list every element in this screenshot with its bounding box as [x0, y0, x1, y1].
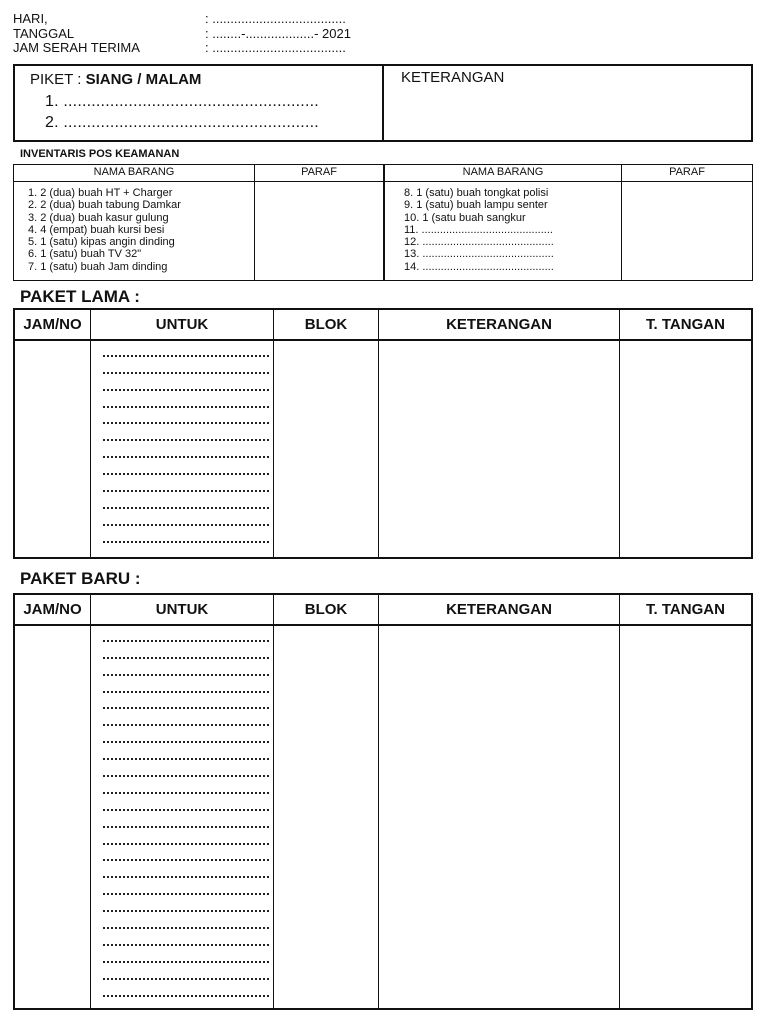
untuk-dotted-lines: [103, 343, 269, 546]
untuk-dotted-line[interactable]: [103, 932, 269, 949]
inv-col-paraf: PARAF: [669, 166, 705, 178]
inv-item: 4. 4 (empat) buah kursi besi: [28, 223, 165, 236]
inv-item: 6. 1 (satu) buah TV 32": [28, 248, 142, 261]
untuk-dotted-line[interactable]: [103, 729, 269, 746]
paket-lama-table: [13, 308, 753, 559]
inv-item: 7. 1 (satu) buah Jam dinding: [28, 260, 168, 273]
untuk-dotted-line[interactable]: [103, 898, 269, 915]
header-divider: [15, 624, 751, 626]
untuk-dotted-line[interactable]: [103, 662, 269, 679]
untuk-dotted-line[interactable]: [103, 495, 269, 512]
inv-left-list: [28, 187, 181, 273]
piket-title: [30, 71, 201, 88]
untuk-dotted-line[interactable]: [103, 461, 269, 478]
header-divider: [15, 339, 751, 341]
inv-item[interactable]: 14. ...........................................: [404, 260, 554, 273]
header-fields: [13, 12, 351, 56]
tanggal-value[interactable]: : ........-...................- 2021: [205, 25, 351, 41]
inv-item: 1. 2 (dua) buah HT + Charger: [28, 187, 173, 199]
col-divider: [90, 310, 91, 557]
col-jam-no: JAM/NO: [23, 601, 82, 618]
untuk-dotted-line[interactable]: [103, 915, 269, 932]
piket-shift[interactable]: SIANG / MALAM: [85, 71, 202, 88]
paket-baru-title: PAKET BARU :: [20, 569, 141, 588]
untuk-dotted-line[interactable]: [103, 628, 269, 645]
untuk-dotted-line[interactable]: [103, 797, 269, 814]
untuk-dotted-line[interactable]: [103, 949, 269, 966]
hari-row: [13, 12, 351, 27]
piket-section: [15, 66, 384, 140]
untuk-dotted-line[interactable]: [103, 529, 269, 546]
inv-divider: [254, 165, 255, 280]
inv-header-line: [14, 181, 752, 182]
col-divider: [90, 595, 91, 1008]
paket-lama-title: PAKET LAMA :: [20, 287, 140, 306]
inv-item: 3. 2 (dua) buah kasur gulung: [28, 211, 169, 224]
piket-label: PIKET :: [30, 71, 82, 88]
col-untuk: UNTUK: [155, 601, 209, 618]
inv-col-nama-barang: NAMA BARANG: [462, 166, 544, 178]
col-keterangan: KETERANGAN: [446, 316, 552, 333]
untuk-dotted-line[interactable]: [103, 360, 269, 377]
hari-label: HARI,: [13, 11, 48, 26]
untuk-dotted-line[interactable]: [103, 377, 269, 394]
col-jam-no: JAM/NO: [23, 316, 82, 333]
piket-keterangan-label: KETERANGAN: [401, 69, 505, 86]
col-divider: [273, 310, 274, 557]
inv-item[interactable]: 13. ...........................................: [404, 248, 554, 261]
untuk-dotted-line[interactable]: [103, 983, 269, 1000]
untuk-dotted-line[interactable]: [103, 814, 269, 831]
untuk-dotted-line[interactable]: [103, 746, 269, 763]
untuk-dotted-line[interactable]: [103, 411, 269, 428]
untuk-dotted-line[interactable]: [103, 881, 269, 898]
untuk-dotted-line[interactable]: [103, 478, 269, 495]
col-divider: [273, 595, 274, 1008]
col-divider: [378, 310, 379, 557]
inv-divider: [621, 165, 622, 280]
inv-item[interactable]: 11. ...........................................: [404, 223, 553, 236]
tanggal-row: [13, 27, 351, 42]
untuk-dotted-line[interactable]: [103, 512, 269, 529]
inv-item: 5. 1 (satu) kipas angin dinding: [28, 236, 175, 249]
untuk-dotted-line[interactable]: [103, 444, 269, 461]
inv-col-nama-barang: NAMA BARANG: [93, 166, 175, 178]
inv-item: 10. 1 (satu buah sangkur: [404, 211, 526, 224]
col-divider: [378, 595, 379, 1008]
hari-value[interactable]: : .....................................: [205, 11, 346, 26]
untuk-dotted-lines: [103, 628, 269, 1000]
untuk-dotted-line[interactable]: [103, 427, 269, 444]
piket-line-2[interactable]: 2. .......................................................: [45, 114, 319, 131]
untuk-dotted-line[interactable]: [103, 763, 269, 780]
col-divider: [619, 595, 620, 1008]
untuk-dotted-line[interactable]: [103, 394, 269, 411]
col-divider: [619, 310, 620, 557]
untuk-dotted-line[interactable]: [103, 831, 269, 848]
col-blok: BLOK: [304, 601, 348, 618]
untuk-dotted-line[interactable]: [103, 343, 269, 360]
untuk-dotted-line[interactable]: [103, 966, 269, 983]
inventaris-title: INVENTARIS POS KEAMANAN: [20, 148, 180, 160]
inv-item[interactable]: 12. ...........................................: [404, 236, 554, 249]
jam-serah-terima-label: JAM SERAH TERIMA: [13, 40, 140, 55]
col-untuk: UNTUK: [155, 316, 209, 333]
piket-box: [13, 64, 753, 142]
untuk-dotted-line[interactable]: [103, 864, 269, 881]
piket-line-1[interactable]: 1. .......................................................: [45, 93, 319, 110]
col-blok: BLOK: [304, 316, 348, 333]
col-t-tangan: T. TANGAN: [646, 601, 725, 618]
inv-col-paraf: PARAF: [301, 166, 337, 178]
untuk-dotted-line[interactable]: [103, 696, 269, 713]
jam-serah-terima-row: [13, 41, 351, 56]
untuk-dotted-line[interactable]: [103, 645, 269, 662]
inv-right-list: [404, 187, 554, 273]
jam-serah-terima-value[interactable]: : .....................................: [205, 40, 346, 55]
paket-baru-table: [13, 593, 753, 1010]
inv-item: 2. 2 (dua) buah tabung Damkar: [28, 199, 181, 212]
tanggal-label: TANGGAL: [13, 25, 75, 41]
inv-item: 9. 1 (satu) buah lampu senter: [404, 199, 548, 212]
untuk-dotted-line[interactable]: [103, 848, 269, 865]
untuk-dotted-line[interactable]: [103, 780, 269, 797]
col-keterangan: KETERANGAN: [446, 601, 552, 618]
inventaris-table: [13, 164, 753, 281]
untuk-dotted-line[interactable]: [103, 679, 269, 696]
col-t-tangan: T. TANGAN: [646, 316, 725, 333]
inv-item: 8. 1 (satu) buah tongkat polisi: [404, 187, 549, 199]
untuk-dotted-line[interactable]: [103, 712, 269, 729]
inv-divider: [383, 165, 385, 280]
